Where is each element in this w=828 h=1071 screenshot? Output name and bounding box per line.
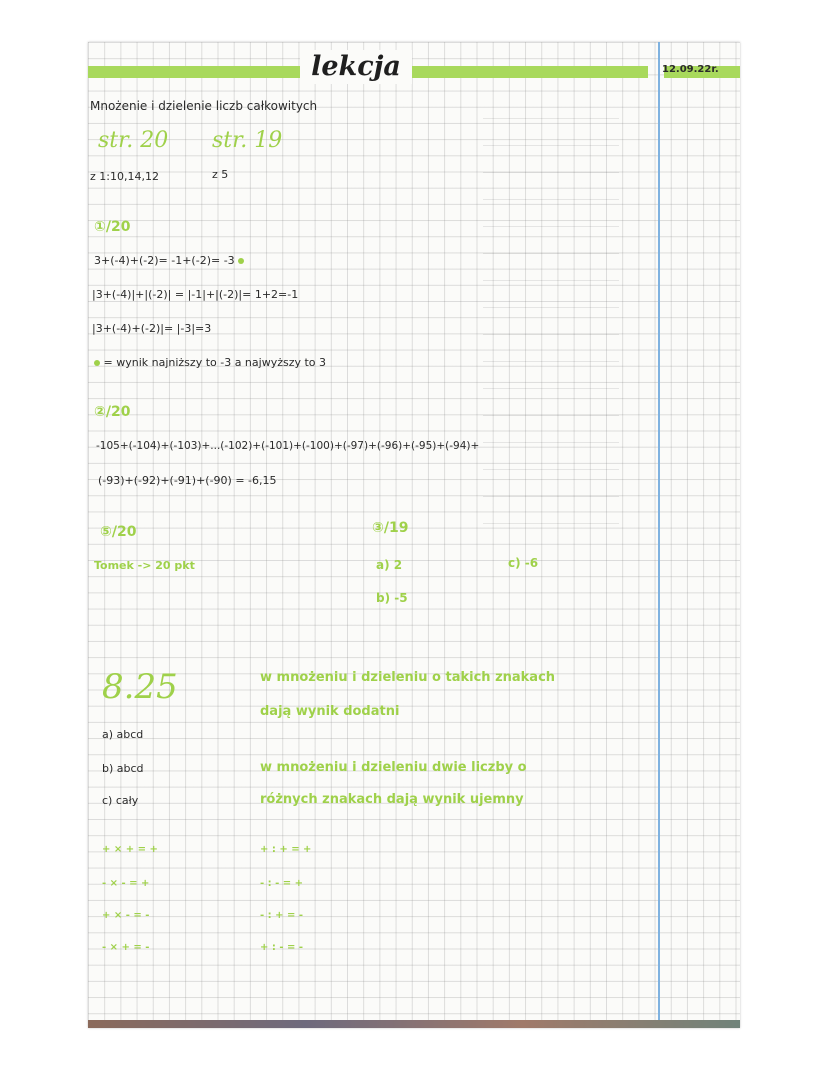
exercise-3-answer: Tomek -> 20 pkt: [94, 559, 195, 572]
exercise-5-a: a) abcd: [102, 728, 144, 741]
assignment-right: z 5: [212, 168, 229, 181]
exercise-4-c: c) -6: [508, 556, 539, 570]
exercise-1-note-text: = wynik najniższy to -3 a najwyższy to 3: [103, 356, 327, 369]
bullet-dot: [94, 360, 100, 366]
page-ref-right: str. 19: [212, 128, 283, 153]
notebook-page: [88, 42, 740, 1028]
page-title: lekcja: [300, 50, 412, 84]
exercise-1-line-1: [94, 254, 244, 267]
lesson-date: 12.09.22r.: [662, 64, 719, 75]
exercise-1-line-2: |3+(-4)|+|(-2)| = |-1|+|(-2)|= 1+2=-1: [92, 288, 299, 301]
exercise-2-label: ②/20: [94, 404, 131, 420]
exercise-2-line-2: (-93)+(-92)+(-91)+(-90) = -6,15: [98, 474, 277, 487]
exercise-1-note: [94, 356, 326, 369]
sign-mult-1: + × + = +: [102, 844, 158, 855]
bullet-dot: [238, 258, 244, 264]
exercise-4-a: a) 2: [376, 558, 403, 572]
rule-1-line-2: dają wynik dodatni: [260, 704, 400, 719]
page-bottom-edge: [88, 1020, 740, 1028]
exercise-5-b: b) abcd: [102, 762, 144, 775]
sign-div-2: - : - = +: [260, 878, 303, 889]
exercise-5-label: 8.25: [102, 667, 178, 707]
sign-div-4: + : - = -: [260, 942, 303, 953]
sign-mult-4: - × + = -: [102, 942, 150, 953]
exercise-1-label: ①/20: [94, 219, 131, 235]
assignment-left: z 1:10,14,12: [90, 170, 159, 183]
exercise-1-line-3: |3+(-4)+(-2)|= |-3|=3: [92, 322, 212, 335]
sign-div-3: - : + = -: [260, 910, 303, 921]
exercise-4-b: b) -5: [376, 591, 408, 605]
page-ref-left: str. 20: [98, 128, 169, 153]
rule-2-line-1: w mnożeniu i dzieleniu dwie liczby o: [260, 760, 527, 775]
exercise-1-line-1-text: 3+(-4)+(-2)= -1+(-2)= -3: [94, 254, 235, 267]
margin-line: [658, 42, 660, 1028]
sign-mult-3: + × - = -: [102, 910, 150, 921]
rule-2-line-2: różnych znakach dają wynik ujemny: [260, 792, 524, 807]
lesson-topic: Mnożenie i dzielenie liczb całkowitych: [90, 99, 318, 113]
exercise-4-label: ③/19: [372, 520, 409, 536]
exercise-5-c: c) cały: [102, 794, 139, 807]
sign-mult-2: - × - = +: [102, 878, 150, 889]
rule-1-line-1: w mnożeniu i dzieleniu o takich znakach: [260, 670, 556, 685]
sign-div-1: + : + = +: [260, 844, 312, 855]
exercise-2-line-1: -105+(-104)+(-103)+...(-102)+(-101)+(-100)+(-97)+(-96)+(-95)+(-94)+: [96, 440, 480, 452]
exercise-3-label: ⑤/20: [100, 524, 137, 540]
